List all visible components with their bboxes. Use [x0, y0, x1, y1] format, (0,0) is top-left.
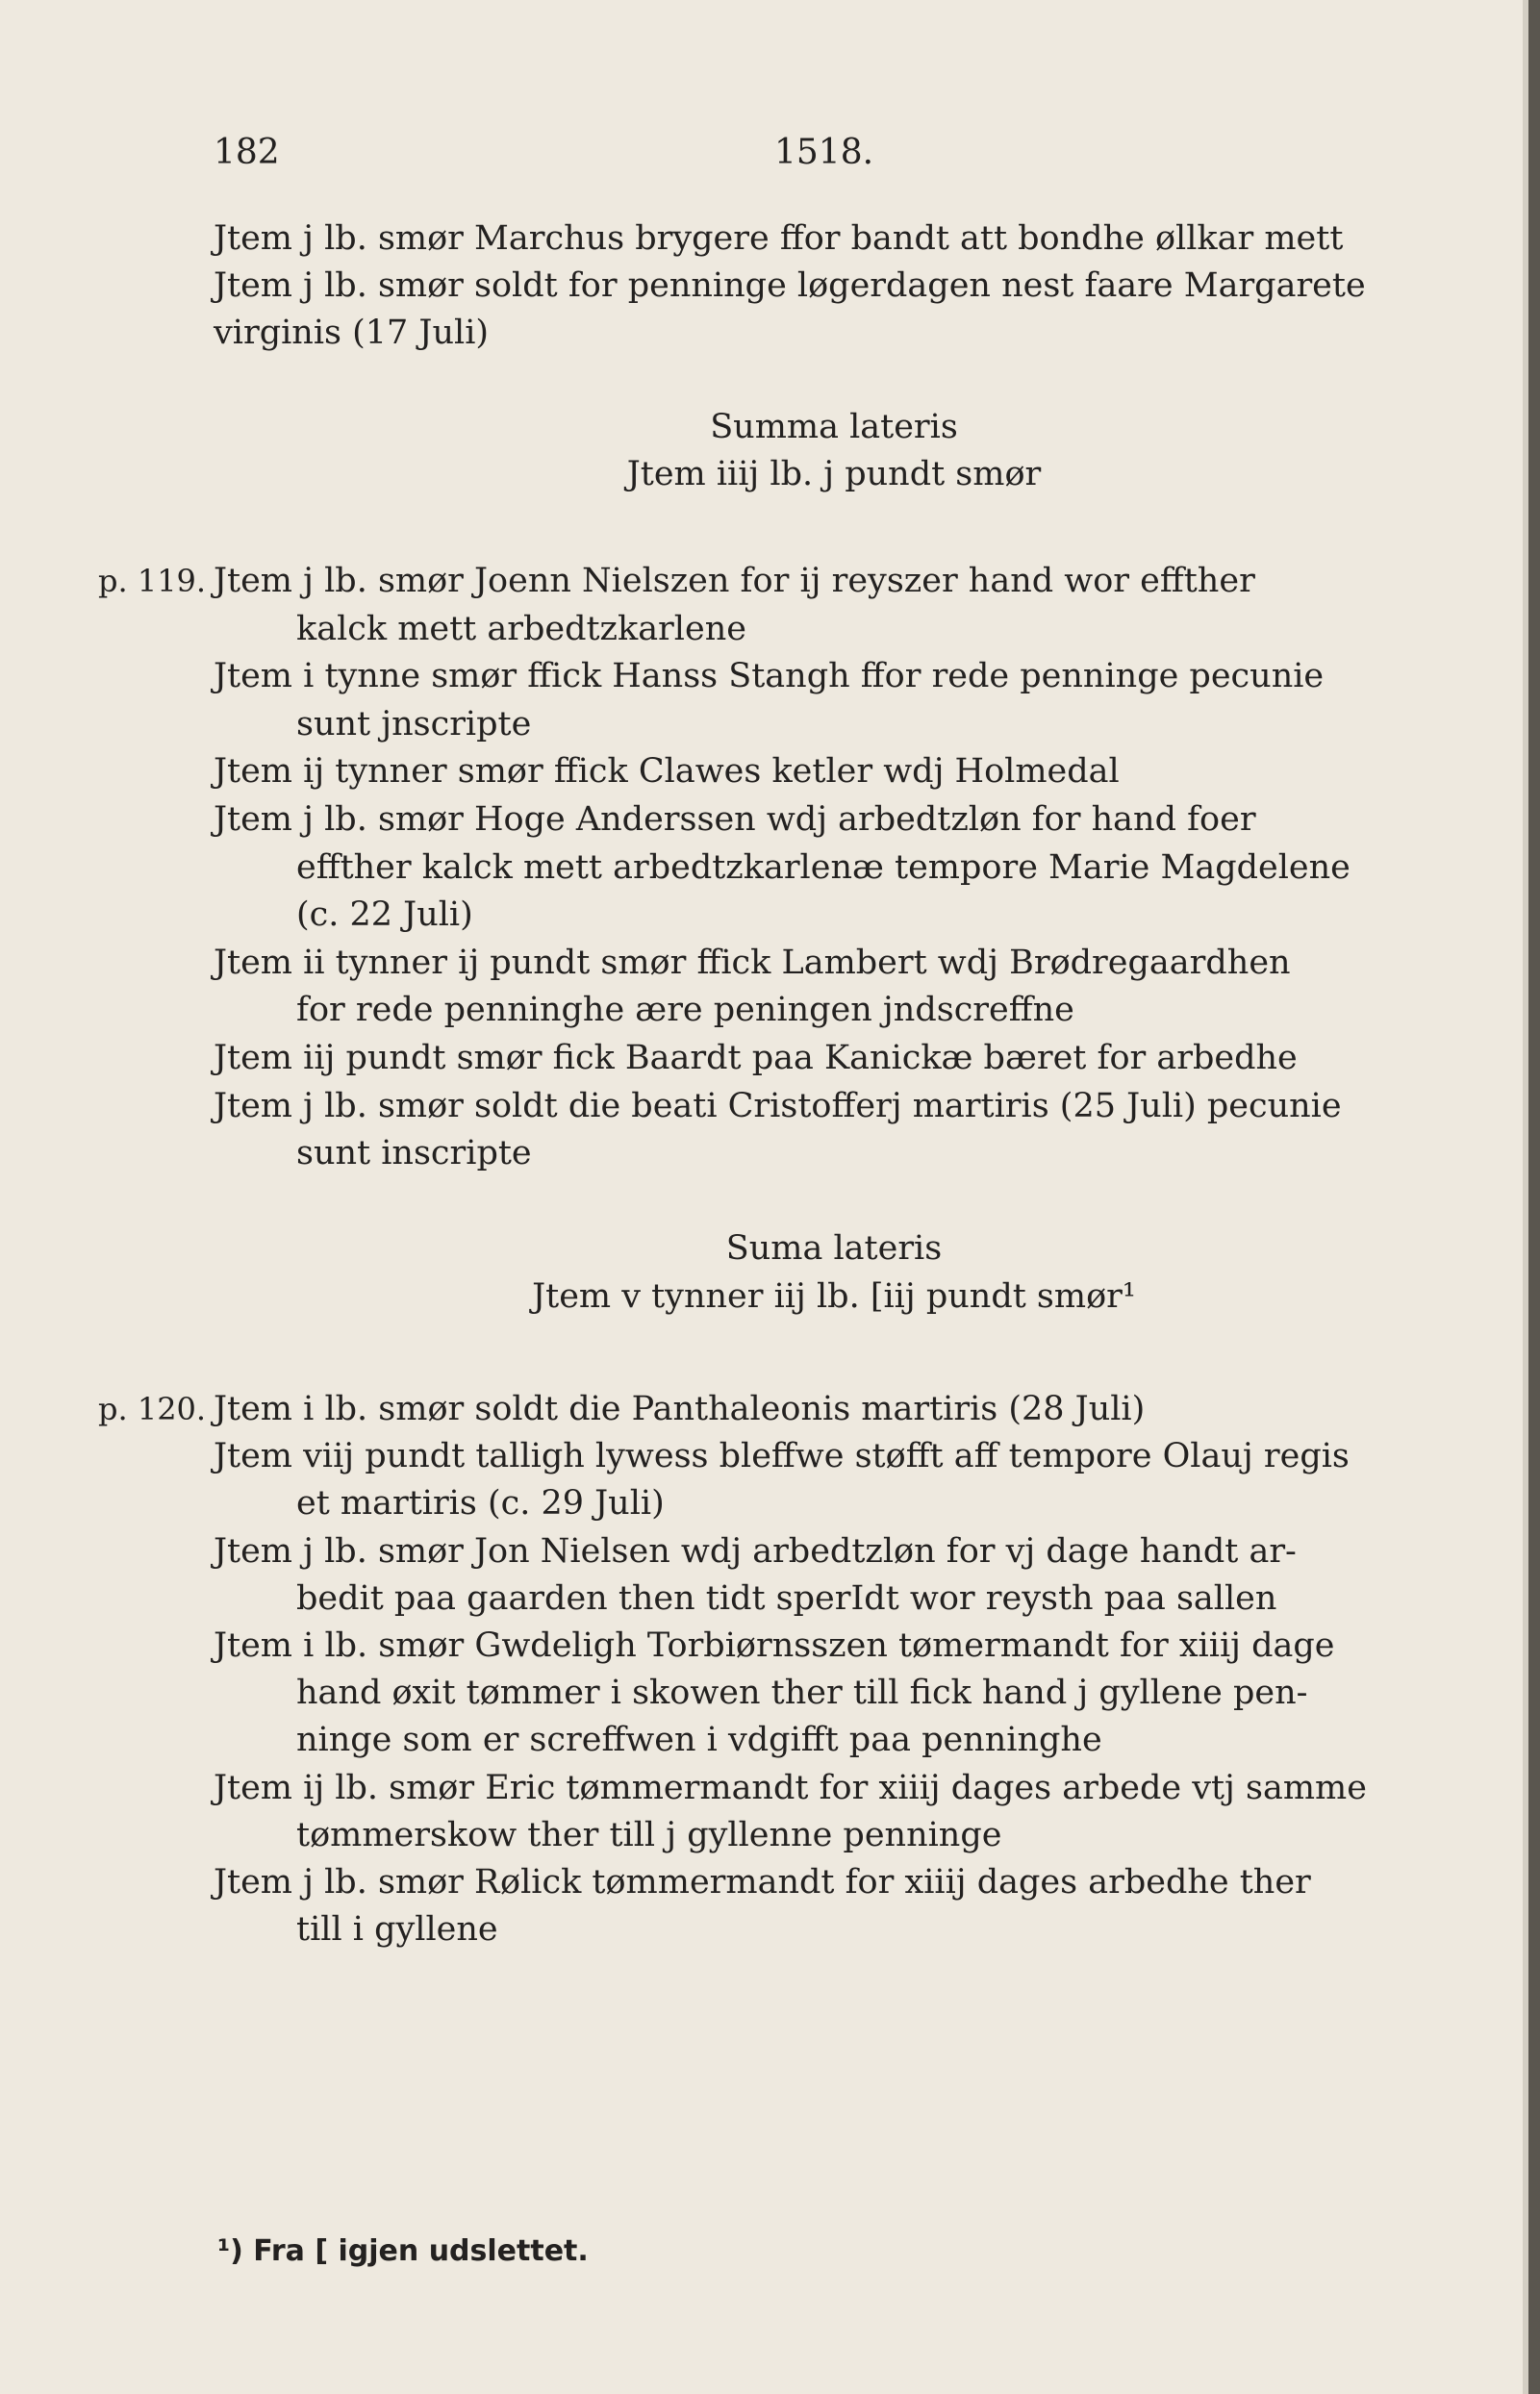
text-line: [98, 558, 1454, 606]
text-line: [214, 1670, 1454, 1717]
line-text: Summa lateris: [710, 408, 958, 446]
text-line: [214, 892, 1454, 940]
text-line: [214, 1130, 1454, 1178]
text-line: [214, 606, 1454, 654]
line-text: effther kalck mett arbedtzkarlenæ tempore Marie Magdelene: [296, 847, 1351, 887]
line-text: Jtem v tynner iij lb. [iij pundt smør¹: [532, 1276, 1136, 1316]
line-text: Jtem j lb. smør Rølick tømmermandt for xiiij dages arbedhe ther: [214, 1862, 1311, 1902]
text-line: [214, 1859, 1454, 1906]
text-block: [98, 1386, 1454, 1953]
page-edge: [1528, 0, 1540, 2394]
text-line: [214, 701, 1454, 749]
line-text: Jtem j lb. smør Marchus brygere ffor bandt att bondhe øllkar mett: [214, 219, 1344, 258]
line-text: Jtem j lb. smør Jon Nielsen wdj arbedtzløn for vj dage handt ar-: [214, 1531, 1297, 1571]
margin-page-reference: p. 119.: [98, 563, 207, 599]
line-text: Jtem iij pundt smør fick Baardt paa Kanickæ bæret for arbedhe: [214, 1038, 1298, 1077]
text-line: [214, 1035, 1454, 1083]
text-line: [214, 1575, 1454, 1623]
text-line: [214, 1812, 1454, 1859]
text-line: [214, 1225, 1454, 1273]
text-line: [214, 1480, 1454, 1527]
line-text: Jtem j lb. smør Hoge Anderssen wdj arbedtzløn for hand foer: [214, 799, 1256, 839]
text-line: [214, 1623, 1454, 1670]
line-text: Suma lateris: [725, 1229, 943, 1269]
line-text: (c. 22 Juli): [296, 895, 473, 935]
text-line: [214, 263, 1454, 310]
line-text: hand øxit tømmer i skowen ther till fick hand j gyllene pen-: [296, 1674, 1308, 1713]
line-text: bedit paa gaarden then tidt sperIdt wor reysth paa sallen: [296, 1578, 1277, 1618]
text-line: [214, 1273, 1454, 1322]
text-line: [214, 451, 1454, 498]
line-text: Jtem ij tynner smør ffick Clawes ketler wdj Holmedal: [214, 752, 1120, 792]
line-text: kalck mett arbedtzkarlene: [296, 609, 746, 648]
line-text: ninge som er screffwen i vdgifft paa penninghe: [296, 1721, 1102, 1760]
line-text: sunt inscripte: [296, 1134, 532, 1173]
text-line: [214, 987, 1454, 1035]
text-line: [214, 215, 1454, 263]
text-line: [214, 796, 1454, 844]
text-line: [214, 940, 1454, 988]
line-text: for rede penninghe ære peningen jndscreffne: [296, 991, 1074, 1030]
blank-line: [214, 357, 1454, 404]
footnote: ¹) Fra [ igjen udslettet.: [217, 2234, 589, 2268]
line-text: virginis (17 Juli): [214, 314, 490, 352]
line-text: Jtem ii tynner ij pundt smør ffick Lambert wdj Brødregaardhen: [214, 943, 1291, 982]
line-text: Jtem iiij lb. j pundt smør: [626, 455, 1042, 493]
text-block: [98, 558, 1454, 1322]
page-number: 182: [214, 133, 280, 172]
text-line: [214, 1433, 1454, 1480]
line-text: Jtem j lb. smør Joenn Nielszen for ij reyszer hand wor effther: [214, 562, 1255, 600]
line-text: et martiris (c. 29 Juli): [296, 1484, 665, 1524]
text-line: [214, 1906, 1454, 1953]
line-text: Jtem i lb. smør Gwdeligh Torbiørnsszen tømermandt for xiiij dage: [214, 1625, 1335, 1665]
line-text: Jtem i tynne smør ffick Hanss Stangh ffor rede penninge pecunie: [214, 657, 1325, 696]
text-block: [214, 215, 1454, 498]
line-text: tømmerskow ther till j gyllenne penninge: [296, 1815, 1002, 1854]
text-line: [214, 404, 1454, 451]
line-text: till i gyllene: [296, 1910, 498, 1950]
line-text: Jtem ij lb. smør Eric tømmermandt for xiiij dages arbede vtj samme: [214, 1768, 1367, 1807]
blank-line: [214, 1178, 1454, 1226]
text-line: [98, 1386, 1454, 1433]
line-text: Jtem j lb. smør soldt for penninge løgerdagen nest faare Margarete: [214, 266, 1366, 305]
line-text: Jtem j lb. smør soldt die beati Cristofferj martiris (25 Juli) pecunie: [214, 1086, 1342, 1125]
text-line: [214, 844, 1454, 893]
margin-page-reference: p. 120.: [98, 1391, 207, 1427]
text-line: [214, 1765, 1454, 1812]
page-year: 1518.: [774, 133, 874, 172]
line-text: Jtem viij pundt talligh lywess bleffwe støfft aff tempore Olauj regis: [214, 1437, 1350, 1476]
text-line: [214, 748, 1454, 796]
text-line: [214, 310, 1454, 357]
text-line: [214, 1083, 1454, 1131]
line-text: sunt jnscripte: [296, 704, 532, 743]
text-line: [214, 653, 1454, 701]
text-line: [214, 1717, 1454, 1764]
line-text: Jtem i lb. smør soldt die Panthaleonis martiris (28 Juli): [214, 1390, 1146, 1428]
text-line: [214, 1528, 1454, 1575]
